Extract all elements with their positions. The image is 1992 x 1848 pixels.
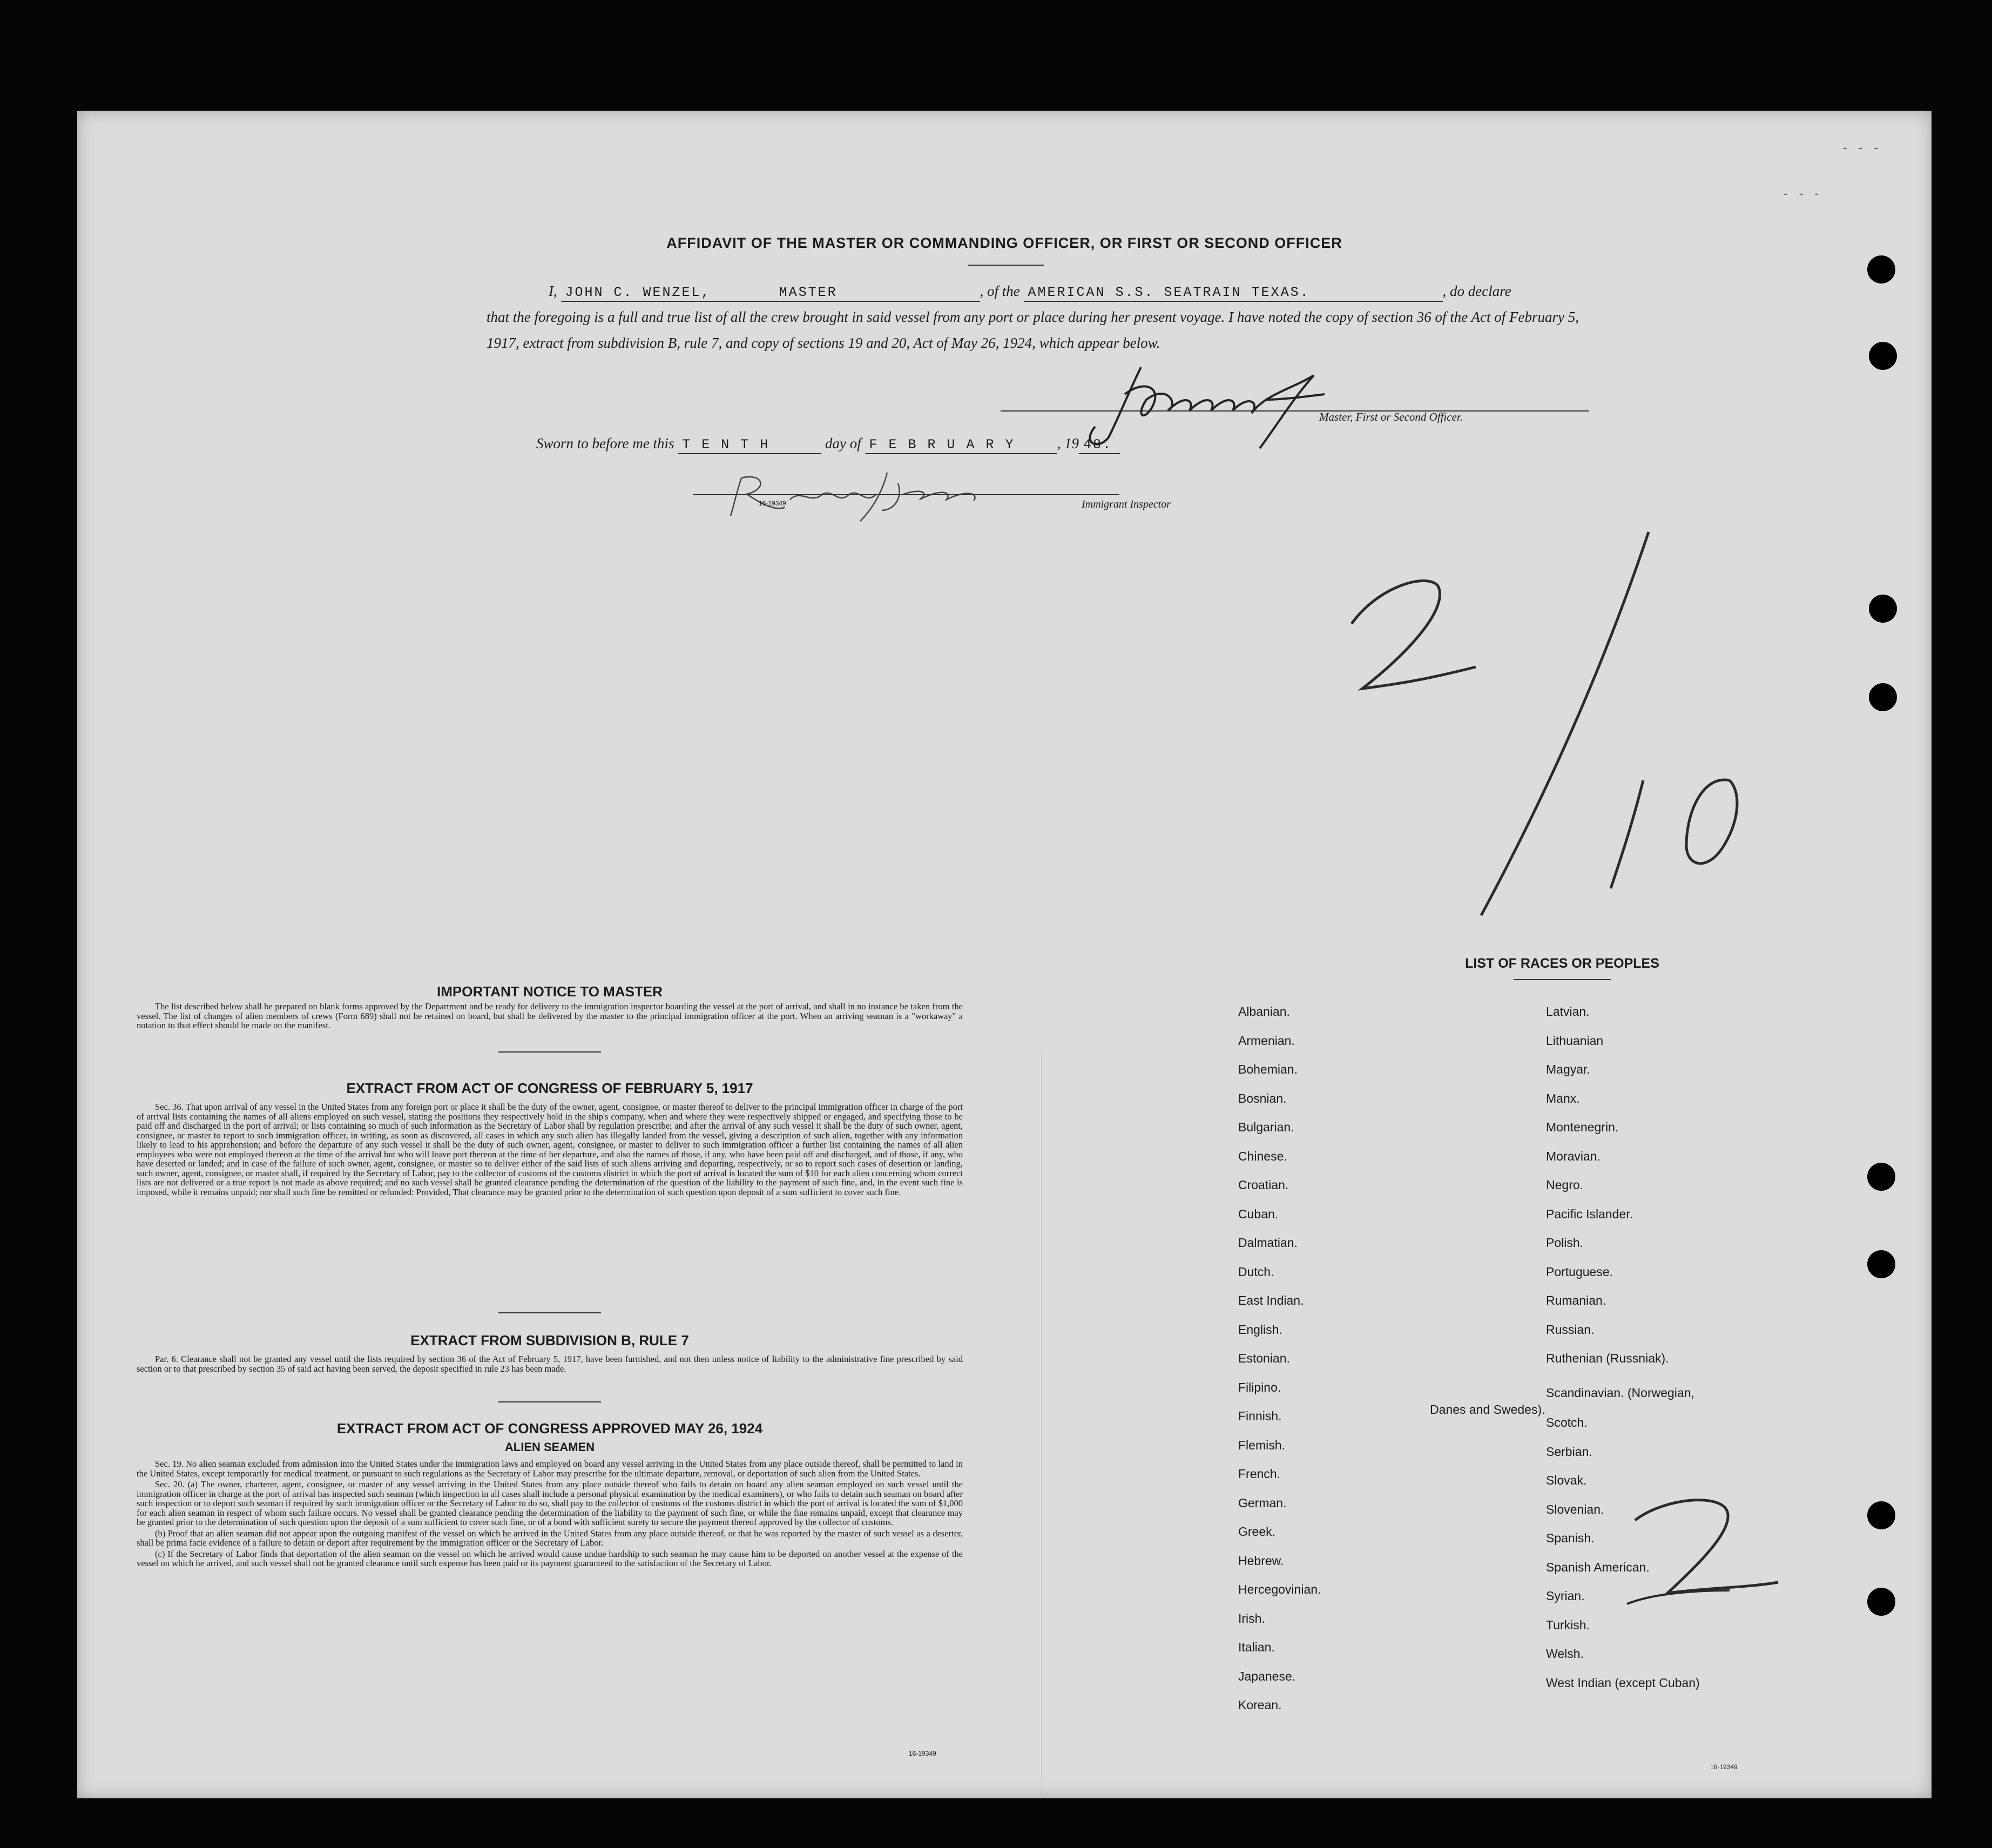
race-item: Cuban. bbox=[1238, 1206, 1279, 1221]
inspector-signature bbox=[725, 456, 1060, 527]
year-value: 48. bbox=[1079, 437, 1120, 454]
sworn-prefix: Sworn to before me this bbox=[536, 435, 674, 451]
master-caption: Master, First or Second Officer. bbox=[1319, 410, 1463, 423]
race-item: Filipino. bbox=[1238, 1380, 1281, 1394]
punch-hole bbox=[1869, 342, 1897, 370]
race-item: Spanish. bbox=[1546, 1531, 1595, 1545]
do-declare-label: , do declare bbox=[1442, 283, 1511, 299]
race-item: Dutch. bbox=[1238, 1264, 1274, 1279]
race-item: Ruthenian (Russniak). bbox=[1546, 1351, 1669, 1365]
notice-text bbox=[137, 1002, 963, 1032]
declarant-rank: MASTER bbox=[779, 285, 838, 300]
notice-paragraph: The list described below shall be prepared on blank forms approved by the Department and be ready for delivery to the immigration inspector boarding the vessel at the port of arrival, and shall in no instance be taken from the vessel. The list of changes of alien members of crews (Form 689) shall not be retained on board, but shall be delivered by the master to the principal immigration officer at the port. When an arriving seaman is a "workaway" a notation to that effect should be made on the manifest. bbox=[137, 1001, 963, 1030]
punch-hole bbox=[1867, 1588, 1895, 1616]
race-item: Bosnian. bbox=[1238, 1091, 1287, 1105]
extract-1924-text bbox=[137, 1459, 963, 1570]
race-item-continuation: Danes and Swedes). bbox=[1430, 1402, 1545, 1417]
race-item: Pacific Islander. bbox=[1546, 1206, 1633, 1221]
race-item: Scandinavian. (Norwegian, bbox=[1546, 1385, 1694, 1400]
document-sheet bbox=[77, 111, 1932, 1798]
sec36-paragraph: Sec. 36. That upon arrival of any vessel in the United States from any foreign port or place it shall be the duty of the owner, agent, consignee, or master thereof to deliver to the principal immigration officer in charge of the port of arrival lists containing the names of all aliens employed on such vessel, stating the positions they respectively hold in the ship's company, when and where they were respectively shipped or engaged, and specifying those to be paid off and discharged in the port of arrival; or lists containing so much of such information as the Secretary of Labor shall by regulation prescribe; and after the arrival of any such vessel it shall be the duty of such owner, agent, consignee, or master to report to such immigration officer, in writing, as soon as discovered, all cases in which any such alien has illegally landed from the vessel, giving a description of such alien, together with any information likely to lead to his apprehension; and before the departure of any such vessel it shall be the duty of such owner, agent, consignee, or master to deliver to such immigration officer a further list containing the names of all alien employees who were not employed thereon at the time of the arrival but who will leave port thereon at the time of her departure, and also the names of those, if any, who have been paid off and discharged, and of those, if any, who have deserted or landed; and in case of the failure of such owner, agent, consignee, or master so to deliver either of the said lists of such aliens arriving and departing, respectively, or so to report such cases of desertion or landing, such owner, agent, consignee, or master shall, if required by the Secretary of Labor, pay to the collector of customs of the customs district in which the port of arrival is located the sum of $10 for each alien concerning whom correct lists are not delivered or a true report is not made as above required; and no such vessel shall be granted clearance pending the determination of the question of the liability to the payment of such fine, and, in the event such fine is imposed, while it remains unpaid; nor shall such fine be remitted or refunded: Provided, That clearance may be granted prior to the determination of such question upon deposit of a sum sufficient to cover such fine. bbox=[137, 1102, 963, 1197]
sec20c-paragraph: (c) If the Secretary of Labor finds that deportation of the alien seaman on the vessel on which he arrived would cause undue hardship to such seaman he may cause him to be deported on another vessel at the expense of the vessel on which he arrived, and such vessel shall not be granted clearance until such expense has been paid or its payment guaranteed to the satisfaction of the Secretary of Labor. bbox=[137, 1548, 963, 1568]
alien-seamen-subtitle: ALIEN SEAMEN bbox=[504, 1440, 595, 1454]
sworn-day: T E N T H bbox=[678, 437, 821, 454]
race-item: Latvian. bbox=[1546, 1004, 1590, 1019]
day-of-label: day of bbox=[825, 435, 861, 451]
race-item: Greek. bbox=[1238, 1525, 1276, 1539]
race-item: Albanian. bbox=[1238, 1004, 1290, 1019]
punch-hole bbox=[1869, 683, 1897, 711]
race-item: German. bbox=[1238, 1495, 1287, 1510]
race-item: Bohemian. bbox=[1238, 1062, 1298, 1076]
race-item: Turkish. bbox=[1546, 1617, 1590, 1632]
race-item: Rumanian. bbox=[1546, 1293, 1606, 1307]
race-item: Lithuanian bbox=[1546, 1033, 1604, 1048]
of-the-label: , of the bbox=[980, 283, 1020, 299]
race-item: Hercegovinian. bbox=[1238, 1582, 1321, 1596]
race-item: Irish. bbox=[1238, 1611, 1265, 1626]
tally-annotation bbox=[1622, 1490, 1784, 1636]
races-title: LIST OF RACES OR PEOPLES bbox=[1465, 956, 1659, 971]
race-item: Dalmatian. bbox=[1238, 1236, 1298, 1250]
declarant-prefix: I, bbox=[549, 283, 557, 299]
race-item: Flemish. bbox=[1238, 1438, 1285, 1452]
notice-title: IMPORTANT NOTICE TO MASTER bbox=[437, 983, 663, 1000]
year-prefix: , 19 bbox=[1057, 435, 1079, 451]
punch-hole bbox=[1867, 1501, 1895, 1529]
affidavit-body: that the foregoing is a full and true list of all the crew brought in said vessel from any port or place during her present voyage. I have noted the copy of section 36 of the Act of February 5, 1917, extract from subdivision B, rule 7, and copy of sections 19 and 20, Act of May 26, 1924, which appear below. bbox=[487, 309, 1579, 351]
race-item: Slovak. bbox=[1546, 1473, 1587, 1487]
race-item: Spanish American. bbox=[1546, 1560, 1650, 1574]
corner-marks: - - - bbox=[1843, 140, 1882, 154]
punch-hole bbox=[1867, 1163, 1895, 1191]
declarant-name: JOHN C. WENZEL, bbox=[565, 285, 711, 300]
race-item: Russian. bbox=[1546, 1322, 1595, 1337]
sec20b-paragraph: (b) Proof that an alien seaman did not appear upon the outgoing manifest of the vessel on which he arrived in the United States from any place outside thereof, or that he was reported by the master of such vessel as a deserter, shall be prima facie evidence of a failure to detain or deport after requirement by the immigration officer or the Secretary of Labor. bbox=[137, 1528, 963, 1548]
form-number-right: 16-19349 bbox=[1710, 1763, 1738, 1771]
inspector-caption: Immigrant Inspector bbox=[1082, 498, 1171, 510]
sworn-month: F E B R U A R Y bbox=[865, 437, 1057, 454]
title-rule bbox=[968, 265, 1044, 266]
sec20a-paragraph: Sec. 20. (a) The owner, charterer, agent, consignee, or master of any vessel arriving in the United States from any place outside thereof who fails to detain on board any alien seaman employed on such vessel until the immigration officer in charge at the port of arrival has inspected such seaman (which inspection in all cases shall include a personal physical examination by the medical examiners), or who fails to detain such seaman on board after such inspection or to deport such seaman if required by such immigration officer or the Secretary of Labor to do so, shall pay to the collector of customs of the customs district in which the port of arrival is located the sum of $1,000 for each alien seaman in respect of whom such failure occurs. No vessel shall be granted clearance pending the determination of the liability to the payment of such fine, or while the fine remains unpaid, except that clearance may be granted prior to the determination of such question upon the deposit of a sum sufficient to cover such fine, or of a bond with sufficient surety to secure the payment thereof approved by the collector of customs. bbox=[137, 1479, 963, 1527]
races-rule bbox=[1514, 979, 1611, 980]
race-item: Montenegrin. bbox=[1546, 1120, 1619, 1134]
fold-line bbox=[1041, 1050, 1042, 1796]
race-item: Japanese. bbox=[1238, 1669, 1296, 1683]
affidavit-declaration bbox=[487, 278, 1593, 304]
race-item: Serbian. bbox=[1546, 1444, 1592, 1459]
affidavit-title: AFFIDAVIT OF THE MASTER OR COMMANDING OFFICER, OR FIRST OR SECOND OFFICER bbox=[666, 235, 1342, 251]
section-rule bbox=[498, 1401, 601, 1402]
punch-hole bbox=[1869, 595, 1897, 623]
race-item: Portuguese. bbox=[1546, 1264, 1613, 1279]
race-item: West Indian (except Cuban) bbox=[1546, 1675, 1700, 1690]
race-item: East Indian. bbox=[1238, 1293, 1304, 1307]
punch-hole bbox=[1867, 1250, 1895, 1278]
race-item: Welsh. bbox=[1546, 1647, 1584, 1661]
extract-1917-text bbox=[137, 1102, 963, 1198]
race-item: Negro. bbox=[1546, 1178, 1584, 1192]
race-item: Armenian. bbox=[1238, 1033, 1295, 1048]
section-rule bbox=[498, 1051, 601, 1053]
race-item: Bulgarian. bbox=[1238, 1120, 1294, 1134]
punch-hole bbox=[1867, 255, 1895, 284]
extract-1924-title: EXTRACT FROM ACT OF CONGRESS APPROVED MAY 26, 1924 bbox=[336, 1420, 763, 1436]
corner-marks-2: - - - bbox=[1784, 186, 1823, 200]
race-item: Finnish. bbox=[1238, 1409, 1282, 1423]
sec19-paragraph: Sec. 19. No alien seaman excluded from admission into the United States under the immigration laws and employed on board any vessel arriving in the United States from any place outside thereof, shall be permitted to land in the United States, except temporarily for medical treatment, or pursuant to such regulations as the Secretary of Labor may prescribe for the ultimate departure, removal, or deportation of such alien from the United States. bbox=[137, 1459, 963, 1479]
race-item: Hebrew. bbox=[1238, 1553, 1284, 1568]
race-item: Manx. bbox=[1546, 1091, 1580, 1105]
extract-1917-title: EXTRACT FROM ACT OF CONGRESS OF FEBRUARY 5, 1917 bbox=[346, 1080, 753, 1096]
race-item: Polish. bbox=[1546, 1236, 1584, 1250]
section-rule bbox=[498, 1312, 601, 1313]
inspector-line bbox=[693, 494, 1119, 495]
vessel-name: AMERICAN S.S. SEATRAIN TEXAS. bbox=[1024, 285, 1443, 302]
form-number: 16-19349 bbox=[759, 500, 786, 507]
race-item: Moravian. bbox=[1546, 1149, 1601, 1163]
subdivision-b-title: EXTRACT FROM SUBDIVISION B, RULE 7 bbox=[410, 1332, 689, 1348]
race-item: French. bbox=[1238, 1467, 1280, 1481]
subdivision-b-text bbox=[137, 1354, 963, 1375]
race-item: Italian. bbox=[1238, 1640, 1275, 1654]
race-item: Syrian. bbox=[1546, 1589, 1585, 1603]
par6-paragraph: Par. 6. Clearance shall not be granted any vessel until the lists required by section 36 of the Act of February 5, 1917, have been furnished, and not then unless notice of liability to the administrative fine prescribed by said section or to that prescribed by section 35 of said act having been served, the deposit specified in rule 23 has been made. bbox=[137, 1354, 963, 1374]
race-item: Slovenian. bbox=[1546, 1502, 1604, 1516]
declarant-field bbox=[561, 285, 980, 302]
race-item: Estonian. bbox=[1238, 1351, 1290, 1365]
race-item: Magyar. bbox=[1546, 1062, 1590, 1076]
race-item: Scotch. bbox=[1546, 1415, 1588, 1429]
sworn-line bbox=[536, 430, 1292, 456]
date-annotation bbox=[1330, 521, 1816, 996]
race-item: English. bbox=[1238, 1322, 1282, 1337]
race-item: Korean. bbox=[1238, 1698, 1282, 1712]
form-number-left: 16-19349 bbox=[909, 1750, 936, 1757]
race-item: Croatian. bbox=[1238, 1178, 1289, 1192]
race-item: Chinese. bbox=[1238, 1149, 1287, 1163]
